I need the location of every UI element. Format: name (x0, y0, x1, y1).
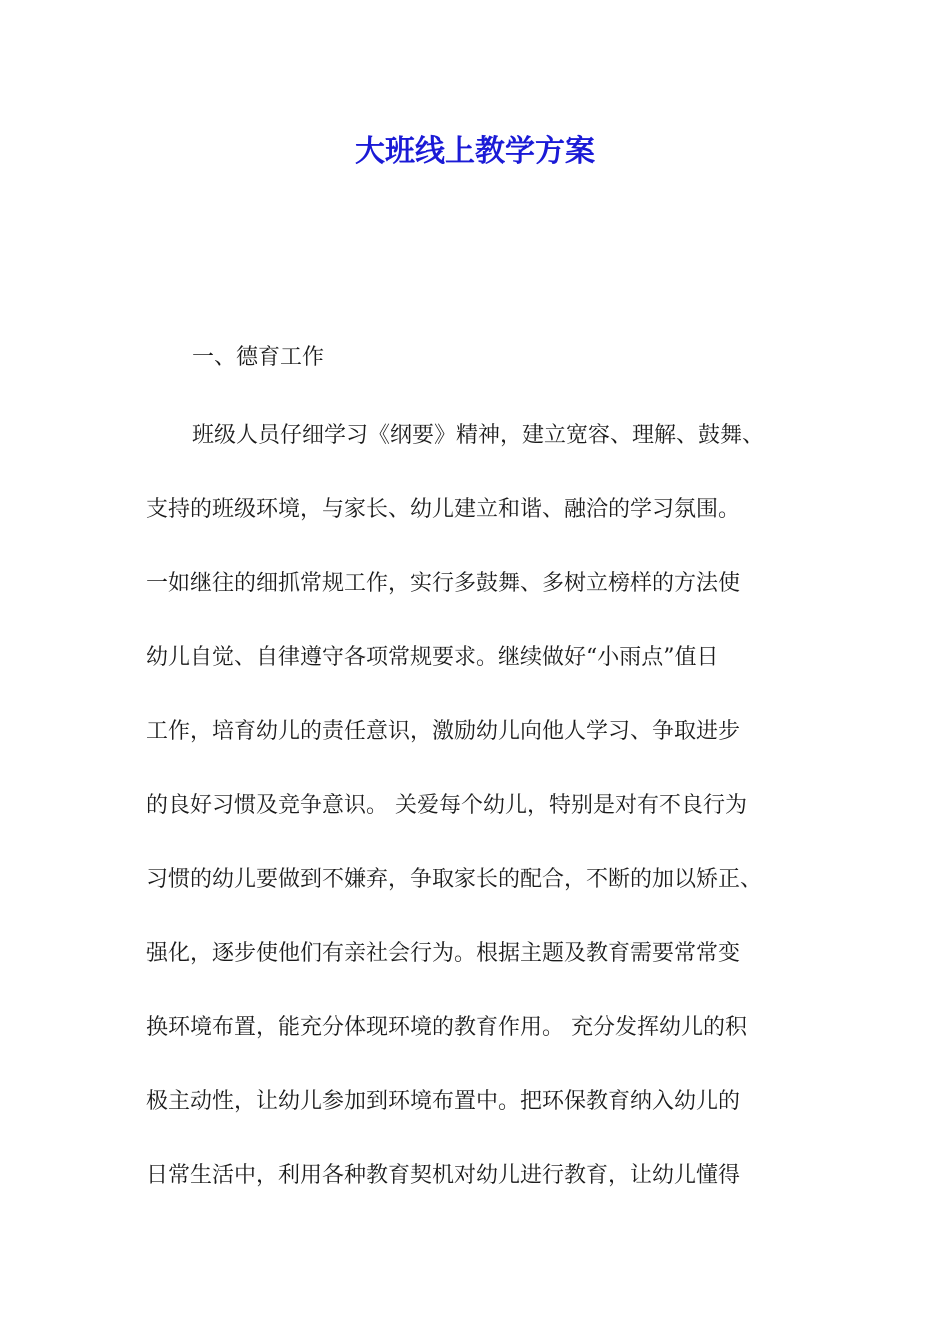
section-heading: 一、德育工作 (192, 345, 325, 370)
paragraph-line: 工作，培育幼儿的责任意识，激励幼儿向他人学习、争取进步 (146, 719, 741, 744)
paragraph-line: 日常生活中，利用各种教育契机对幼儿进行教育，让幼儿懂得 (146, 1163, 741, 1188)
paragraph-line: 换环境布置，能充分体现环境的教育作用。 充分发挥幼儿的积 (146, 1015, 747, 1040)
paragraph-line: 的良好习惯及竞争意识。 关爱每个幼儿，特别是对有不良行为 (146, 793, 747, 818)
paragraph-line: 班级人员仔细学习《纲要》精神，建立宽容、理解、鼓舞、 (192, 423, 765, 448)
paragraph-line: 支持的班级环境，与家长、幼儿建立和谐、融洽的学习氛围。 (146, 497, 741, 522)
paragraph-line: 幼儿自觉、自律遵守各项常规要求。继续做好“小雨点”值日 (146, 645, 719, 670)
paragraph-line: 一如继往的细抓常规工作，实行多鼓舞、多树立榜样的方法使 (146, 571, 741, 596)
paragraph-line: 习惯的幼儿要做到不嫌弃，争取家长的配合，不断的加以矫正、 (146, 867, 763, 892)
paragraph-line: 极主动性，让幼儿参加到环境布置中。把环保教育纳入幼儿的 (146, 1089, 741, 1114)
document-title: 大班线上教学方案 (355, 134, 595, 169)
paragraph-line: 强化，逐步使他们有亲社会行为。根据主题及教育需要常常变 (146, 941, 741, 966)
